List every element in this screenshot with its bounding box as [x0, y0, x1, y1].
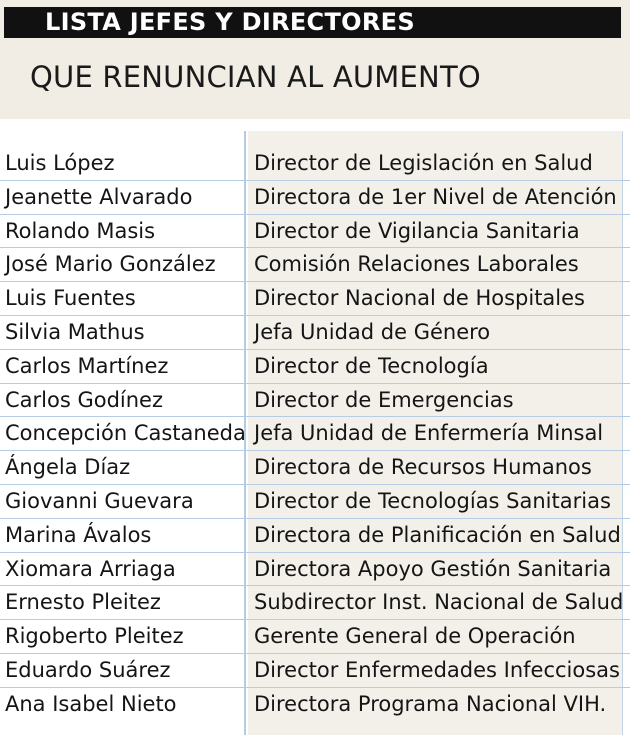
official-role: Directora de Planificación en Salud — [254, 522, 621, 547]
list-subtitle: QUE RENUNCIAN AL AUMENTO — [30, 60, 481, 94]
table-rows — [0, 147, 630, 722]
official-role: Subdirector Inst. Nacional de Salud — [254, 590, 624, 615]
official-name: Xiomara Arriaga — [5, 556, 176, 581]
official-role: Comisión Relaciones Laborales — [254, 252, 579, 277]
official-role: Jefa Unidad de Enfermería Minsal — [254, 421, 604, 446]
official-role: Directora de 1er Nivel de Atención — [254, 184, 617, 209]
official-name: Carlos Martínez — [5, 353, 169, 378]
official-name: Ernesto Pleitez — [5, 590, 161, 615]
official-name: Marina Ávalos — [5, 522, 152, 547]
table-row — [0, 451, 630, 485]
table-row — [0, 553, 630, 587]
officials-table — [0, 131, 630, 735]
table-row — [0, 417, 630, 451]
official-role: Directora Programa Nacional VIH. — [254, 691, 607, 716]
official-role: Jefa Unidad de Género — [254, 319, 491, 344]
official-role: Directora de Recursos Humanos — [254, 455, 592, 480]
official-name: Eduardo Suárez — [5, 657, 171, 682]
official-name: José Mario González — [5, 252, 216, 277]
official-role: Director Nacional de Hospitales — [254, 286, 585, 311]
official-role: Director de Emergencias — [254, 387, 514, 412]
official-role: Directora Apoyo Gestión Sanitaria — [254, 556, 612, 581]
table-row — [0, 654, 630, 688]
official-name: Ana Isabel Nieto — [5, 691, 177, 716]
table-row — [0, 485, 630, 519]
table-row — [0, 181, 630, 215]
table-row — [0, 316, 630, 350]
official-role: Director de Legislación en Salud — [254, 151, 593, 175]
table-row — [0, 688, 630, 722]
table-row — [0, 519, 630, 553]
table-row — [0, 620, 630, 654]
list-title: LISTA JEFES Y DIRECTORES — [45, 8, 415, 36]
official-name: Giovanni Guevara — [5, 488, 194, 513]
title-bar — [4, 7, 621, 38]
table-row — [0, 215, 630, 249]
official-name: Rigoberto Pleitez — [5, 624, 184, 649]
official-name: Silvia Mathus — [5, 319, 145, 344]
official-name: Luis Fuentes — [5, 286, 136, 311]
official-role: Director de Tecnologías Sanitarias — [254, 488, 611, 513]
table-row — [0, 248, 630, 282]
table-row — [0, 384, 630, 418]
table-row — [0, 350, 630, 384]
header-panel — [0, 0, 630, 119]
official-role: Director de Tecnología — [254, 353, 489, 378]
table-row — [0, 282, 630, 316]
official-name: Concepción Castaneda — [5, 421, 246, 446]
official-name: Jeanette Alvarado — [5, 184, 193, 209]
official-role: Director de Vigilancia Sanitaria — [254, 218, 580, 243]
official-name: Luis López — [5, 151, 115, 175]
table-row — [0, 586, 630, 620]
official-name: Rolando Masis — [5, 218, 156, 243]
official-name: Ángela Díaz — [5, 455, 131, 480]
official-role: Gerente General de Operación — [254, 624, 576, 649]
table-row — [0, 147, 630, 181]
official-role: Director Enfermedades Infecciosas — [254, 657, 620, 682]
official-name: Carlos Godínez — [5, 387, 164, 412]
